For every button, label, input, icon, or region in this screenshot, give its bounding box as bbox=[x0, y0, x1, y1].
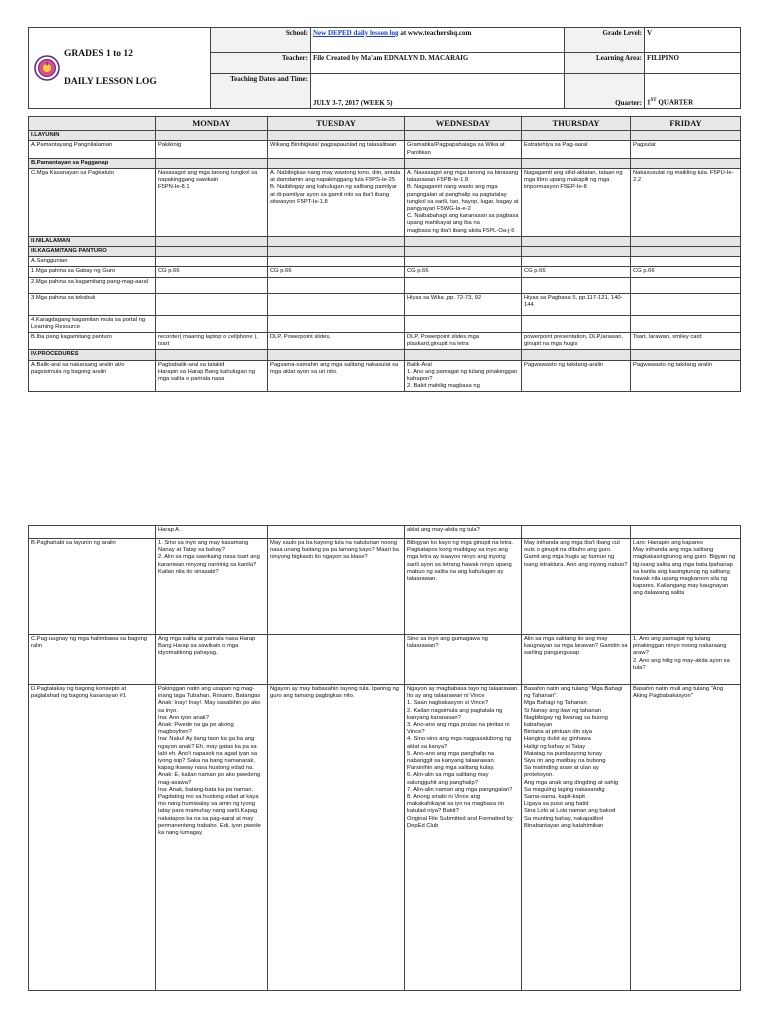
day-thursday: THURSDAY bbox=[522, 117, 631, 131]
row-4-karagdagang-kagamitan-mula-sa-portal-n bbox=[29, 315, 741, 332]
row-label: B.Iba pang kagamitang panturo bbox=[29, 333, 156, 350]
row-b-paghahabi-sa-layunin-ng-aralin bbox=[29, 539, 741, 635]
row-b-iba-pang-kagamitang-panturo bbox=[29, 333, 741, 350]
lesson-log-page-2 bbox=[28, 525, 740, 991]
cell-monday bbox=[156, 257, 268, 267]
page2-rows bbox=[29, 526, 741, 991]
logo-title-cell bbox=[29, 28, 211, 109]
section-row bbox=[29, 158, 741, 168]
cell-monday: CG p.66 bbox=[156, 267, 268, 277]
school-value bbox=[311, 28, 565, 53]
cell-monday: Ang mga salita at parirala nasa Harap Bang Harap sa sawikain o mga idyomatikong pahayag. bbox=[156, 635, 268, 685]
cell-thursday: Alin sa mga salitang ito ang may kaugnayan sa mga larawan? Gamitin sa sariling pangungusap bbox=[522, 635, 631, 685]
row-label: C.Pag-uugnay ng mga halimbawa sa bagong ralin bbox=[29, 635, 156, 685]
cell-thursday: CG p.66 bbox=[522, 267, 631, 277]
row-d-pagtalakay-ng-bagong-konsepto-at-pagla bbox=[29, 685, 741, 991]
cell-wednesday: Balik-Aral 1. Ano ang pamagat ng tulang pinakinggan kahapon? 2. Bakit mahilig magbasa ng bbox=[405, 360, 522, 392]
section-empty-cell bbox=[522, 247, 631, 257]
cell-thursday: Pagwawasto ng takdang-aralin bbox=[522, 360, 631, 392]
area-value: FILIPINO bbox=[645, 52, 741, 73]
day-monday: MONDAY bbox=[156, 117, 268, 131]
section-empty-cell bbox=[268, 247, 405, 257]
section-empty-cell bbox=[631, 236, 741, 246]
section-empty-cell bbox=[268, 236, 405, 246]
cell-tuesday bbox=[268, 526, 405, 539]
cell-monday: Pakikinig bbox=[156, 141, 268, 158]
row-label: 3.Mga pahina sa teksbuk bbox=[29, 293, 156, 315]
section-empty-cell bbox=[522, 236, 631, 246]
cell-tuesday bbox=[268, 257, 405, 267]
cell-thursday: Basahin natin ang tulang "Mga Bahagi ng Tahanan". Mga Bahagi ng Tahanan Si Nanay ang ilaw ng tahanan Nagbibigay ng liwanag sa buong kabahayan Bintana at pintuan din siya Hanging dulot ay ginhawa Haligi ng bahay si Tatay Matatag na pundasyong tunay Siya rin ang matibay na bubong Sa matinding araw at ulan ay proteksyon. Ang mga anak ang dingding at sahig Sa maguling laging nakasandig Sama-sama, kapit-kapit Ligaya sa puso ang hatid Sina Lolo at Lola naman ang bakod Sa munting bahay, nakapalibot Binabantayan ang katahimikan bbox=[522, 685, 631, 991]
dates-label: Teaching Dates and Time: bbox=[211, 73, 311, 108]
cell-thursday: powerpoint presentation, DLP,larawan, ginupit na mga hugis bbox=[522, 333, 631, 350]
cell-tuesday: CG p.66 bbox=[268, 267, 405, 277]
row-2-mga-pahina-sa-kagamitang-pang-mag-aara bbox=[29, 277, 741, 293]
section-empty-cell bbox=[631, 350, 741, 360]
grade-value: V bbox=[645, 28, 741, 53]
section-row bbox=[29, 236, 741, 246]
cell-tuesday: May saulo pa ba kayong tula na natutunan noong nasa unang baitang pa pa lamang kayo? Maari ba ninyong bigkasin ito ngayon sa klase? bbox=[268, 539, 405, 635]
row-a-pamantayang-pangnilalaman bbox=[29, 141, 741, 158]
cell-tuesday: Pagsama-samahin ang mga salitang nakasulat sa mga aklat ayon sa uri nito. bbox=[268, 360, 405, 392]
dates-value: JULY 3-7, 2017 (WEEK 5) bbox=[311, 73, 565, 108]
cell-wednesday: Bibigyan ko kayo ng mga ginupit na letra. Pagkatapos kong maibigay sa inyo ang mga letra ay isaayos ninyo ang inyong sarili ayon sa letrang hawak ninyo upang mabuo ng salita na ang kahulugan ay talaarawan. bbox=[405, 539, 522, 635]
lesson-log-page-1 bbox=[28, 27, 740, 392]
section-empty-cell bbox=[156, 350, 268, 360]
cell-wednesday: Hiyas sa Wika ,pp. 72-73, 92 bbox=[405, 293, 522, 315]
title-grades: GRADES 1 to 12 bbox=[64, 48, 133, 59]
section-empty-cell bbox=[156, 247, 268, 257]
cell-wednesday: CG p.66 bbox=[405, 267, 522, 277]
cell-tuesday: Wikang Binibigkas/ pagpapaunlad ng talasalitaan bbox=[268, 141, 405, 158]
cell-tuesday bbox=[268, 293, 405, 315]
cell-tuesday: Ngayon ay may babasahin tayong tula. Iparinig ng guro ang tamang pagbigkas nito. bbox=[268, 685, 405, 991]
row-label: A.Balik-aral sa nakaraang aralin at/o pagsisimula ng bagong aralin bbox=[29, 360, 156, 392]
cell-thursday bbox=[522, 277, 631, 293]
row-label: A.Sanggunian bbox=[29, 257, 156, 267]
cell-wednesday: Gramatika/Pagpapahalaga sa Wika at Panitikan bbox=[405, 141, 522, 158]
cell-wednesday: Ngayon ay magbabasa tayo ng talaarawan. Ito ay ang talaarawan ni Vince 1. Saan nagbakasyon si Vince? 2. Kailan nagsimula ang pagtatala ng kanyang karanasan? 3. Ano-ano ang mga prutas na pinitas ni Vince? 4. Sino-sino ang mga nagpasalubong ng aklat sa kanya? 5. Ano-ano ang mga panghalip na nabanggit sa kanyang talaarawan. Parsinihin ang mga salitang kulay. 6. Alin-alin sa mga salitang may salungguhit ang panghalip? 7. Alin-alin naman ang mga pangngalan? 8. Anong sinabi ni Vince ang makakahikayat sa iyo na magbasa rin katulad niya? Bakit? Original File Submitted and Formatted by DepEd Club bbox=[405, 685, 522, 991]
row-c-mga-kasanayan-sa-pagkatuto bbox=[29, 169, 741, 237]
cell-wednesday: Sino sa inyo ang gumagawa ng talaarawan? bbox=[405, 635, 522, 685]
days-header-row bbox=[29, 117, 741, 131]
cell-monday: 1. Sino sa inyo ang may kasamang Nanay at Tatay sa bahay? 2. Alin sa mga sawikaing nasa tsart ang karaniwan ninyong naririnig sa kanila? Kailan nila ito sinasabi? bbox=[156, 539, 268, 635]
cell-wednesday bbox=[405, 315, 522, 332]
quarter-value: 1ST QUARTER bbox=[645, 73, 741, 108]
section-empty-cell bbox=[156, 236, 268, 246]
cell-tuesday: A. Nabibigkas nang may wastong tono, diin, antala at damdamin ang napakinggang tula F5PS-Ie-25 B. Naibibigay ang kahulugan ng salitang pamilyar at di-pamilyar ayon sa gamit nito sa iba't ibang sitwasyon F5PT-Ie-1.8 bbox=[268, 169, 405, 237]
header-table bbox=[28, 27, 741, 109]
teacher-label: Teacher: bbox=[211, 52, 311, 73]
section-empty-cell bbox=[268, 158, 405, 168]
cell-monday bbox=[156, 293, 268, 315]
row-a-balik-aral-sa-nakaraang-aralin-at-o-pa bbox=[29, 360, 741, 392]
cell-friday: 1. Ano ang pamagat ng tulang pinakinggan ninyo noong nakaraang araw? 2. Ano ang hilig ng may-akda ayon sa tula? bbox=[631, 635, 741, 685]
row-label: C.Mga Kasanayan sa Pagkatuto bbox=[29, 169, 156, 237]
cell-friday bbox=[631, 277, 741, 293]
section-empty-cell bbox=[405, 350, 522, 360]
teacher-value: File Created by Ma'am EDNALYN D. MACARAIG bbox=[311, 52, 565, 73]
section-empty-cell bbox=[522, 350, 631, 360]
cell-monday bbox=[156, 277, 268, 293]
section-empty-cell bbox=[405, 131, 522, 141]
day-tuesday: TUESDAY bbox=[268, 117, 405, 131]
cell-monday bbox=[156, 315, 268, 332]
cell-friday: Laro: Hanapin ang kapares May inihanda ang mga salitang magkakasingtunog ang guro. Bigyan ng tig-isang salita ang mga bata.Ipahanap sa kanila ang kasingtunog ng salitang hawak nila upang magkaroon sila ng kapares. Kailangang may kaugnayan ang dalawang salita bbox=[631, 539, 741, 635]
day-friday: FRIDAY bbox=[631, 117, 741, 131]
section-empty-cell bbox=[522, 131, 631, 141]
cell-monday: recorder( maaring laptop o cellphone ), tsart bbox=[156, 333, 268, 350]
section-label: B.Pamantayan sa Pagganap bbox=[29, 158, 156, 168]
cell-tuesday bbox=[268, 277, 405, 293]
cell-friday: Tsart, larawan, smiley card bbox=[631, 333, 741, 350]
cell-tuesday: DLP, Powerpoint slides, bbox=[268, 333, 405, 350]
row-label: D.Pagtalakay ng bagong konsepto at paglalahad ng bagong kasanayan #1 bbox=[29, 685, 156, 991]
row-label: 4.Karagdagang kagamitan mula sa portal ng Learning Resource bbox=[29, 315, 156, 332]
cell-wednesday bbox=[405, 277, 522, 293]
day-wednesday: WEDNESDAY bbox=[405, 117, 522, 131]
row-row bbox=[29, 526, 741, 539]
section-empty-cell bbox=[631, 247, 741, 257]
section-label: II.NILALAMAN bbox=[29, 236, 156, 246]
section-empty-cell bbox=[405, 236, 522, 246]
section-empty-cell bbox=[405, 247, 522, 257]
cell-wednesday: DLP, Powerpoint slides,mga plaskard,ginupit na letra bbox=[405, 333, 522, 350]
section-empty-cell bbox=[156, 158, 268, 168]
cell-friday: Pagwawasto ng takdang aralin bbox=[631, 360, 741, 392]
row-1-mga-pahina-sa-gabay-ng-guro bbox=[29, 267, 741, 277]
deped-seal-icon bbox=[34, 55, 60, 81]
cell-thursday: May inihanda ang mga iba't ibang cut outs o ginupit na dibuho ang guro. Gamit ang mga hugis ay bumuo ng isang istraktura. Ano ang inyong nabuo? bbox=[522, 539, 631, 635]
school-label: School: bbox=[211, 28, 311, 53]
deped-link[interactable]: New DEPED daily lesson log bbox=[313, 29, 399, 37]
section-label: III.KAGAMITANG PANTURO bbox=[29, 247, 156, 257]
cell-friday: Pagsulat bbox=[631, 141, 741, 158]
cell-thursday bbox=[522, 526, 631, 539]
cell-thursday: Nagagamit ang silid-aklatan, talaan ng mga libro upang makapili ng mga impormasyon F5EP-Ie-8 bbox=[522, 169, 631, 237]
section-row bbox=[29, 131, 741, 141]
cell-friday bbox=[631, 526, 741, 539]
page1-rows bbox=[29, 131, 741, 392]
cell-thursday bbox=[522, 257, 631, 267]
cell-tuesday bbox=[268, 635, 405, 685]
row-label: 2.Mga pahina sa kagamitang pang-mag-aaral bbox=[29, 277, 156, 293]
section-label: I.LAYUNIN bbox=[29, 131, 156, 141]
cell-friday bbox=[631, 293, 741, 315]
corner-cell bbox=[29, 117, 156, 131]
section-label: IV.PROCEDURES bbox=[29, 350, 156, 360]
cell-friday bbox=[631, 257, 741, 267]
section-empty-cell bbox=[156, 131, 268, 141]
row-label: A.Pamantayang Pangnilalaman bbox=[29, 141, 156, 158]
section-empty-cell bbox=[522, 158, 631, 168]
cell-monday: Pakinggan natin ang usapan ng mag-inang taga Tubahan, Rosario, Batangas Anak: Inay! Inay!. May sasabihin po ako sa inyo. Ina: Ano iyon anak? Anak: Pwede na ga po akong magboyfren? Ina: Naku! Ay ilang taon ka ga ba ang ngayon anak? Eh, may gatas ka pa sa labi eh. Ano't napasok na agad iyan sa iyong isip? Saka na bang namanarak, kapag ikaway nasa hustong edad na. Anak: E, kailan naman po ako pwedeng mag-asawa? Ina: Anak, batang-bata ka pa naman. Pagdating mo sa hustong edad at kaya mo nang humiwalay sa amin ng iyong tatay para mamuhay nang sarili.Kapag nakatapos ka na sa pag-aaral at may permanenteng trabaho. Edi, iyon pwede ka nang lumagay bbox=[156, 685, 268, 991]
cell-thursday: Hiyas sa Pagbasa 5, pp.117-121, 140-144 bbox=[522, 293, 631, 315]
cell-friday: CG p.66 bbox=[631, 267, 741, 277]
cell-wednesday: aklat ang may-akda ng tula? bbox=[405, 526, 522, 539]
lesson-table-1 bbox=[28, 116, 741, 392]
row-c-pag-uugnay-ng-mga-halimbawa-sa-bagong- bbox=[29, 635, 741, 685]
cell-friday bbox=[631, 315, 741, 332]
row-3-mga-pahina-sa-teksbuk bbox=[29, 293, 741, 315]
cell-thursday bbox=[522, 315, 631, 332]
section-empty-cell bbox=[405, 158, 522, 168]
lesson-table-2 bbox=[28, 525, 741, 991]
row-a-sanggunian bbox=[29, 257, 741, 267]
cell-monday: Nasasagot ang mga tanong tungkol sa napakinggang sawikain F5PN-Ie-8.1 bbox=[156, 169, 268, 237]
quarter-label: Quarter: bbox=[565, 73, 645, 108]
area-label: Learning Area: bbox=[565, 52, 645, 73]
cell-wednesday bbox=[405, 257, 522, 267]
cell-thursday: Estratehiya sa Pag-aaral bbox=[522, 141, 631, 158]
section-empty-cell bbox=[631, 158, 741, 168]
section-row bbox=[29, 247, 741, 257]
row-label bbox=[29, 526, 156, 539]
section-empty-cell bbox=[268, 350, 405, 360]
cell-monday: Harap A . bbox=[156, 526, 268, 539]
cell-tuesday bbox=[268, 315, 405, 332]
section-empty-cell bbox=[631, 131, 741, 141]
row-label: B.Paghahabi sa layunin ng aralin bbox=[29, 539, 156, 635]
cell-friday: Nakasusulat ng maikling tula. F5PU-Ie-2.2 bbox=[631, 169, 741, 237]
section-empty-cell bbox=[268, 131, 405, 141]
row-label: 1.Mga pahina sa Gabay ng Guro bbox=[29, 267, 156, 277]
grade-label: Grade Level: bbox=[565, 28, 645, 53]
school-suffix: at www.teachershq.com bbox=[398, 29, 472, 37]
cell-friday: Basahin natin muli ang tulang "Ang Aking Pagbabakasyon" bbox=[631, 685, 741, 991]
cell-monday: Pagbabalik-aral sa talakid Harapin sa Harap Bang kahulugan ng mga salita o parirala nasa bbox=[156, 360, 268, 392]
title-daily-lesson-log: DAILY LESSON LOG bbox=[64, 76, 157, 87]
cell-wednesday: A. Nasasagot ang mga tanong sa binasang talaarawan F5PB-Ie-1.8 B. Nagagamit nang wasto ang mga pangngalan at panghalip sa pagtatalay tungkol sa sarili, tao, hayop, lugar, bagay at pangyayari F5WG-Ia-e-2 C. Naibabahagi ang karanasan sa pagbasa upang mahikayat ang iba na magbasa ng iba't ibang akda F5PL-Oa-j-5 bbox=[405, 169, 522, 237]
section-row bbox=[29, 350, 741, 360]
